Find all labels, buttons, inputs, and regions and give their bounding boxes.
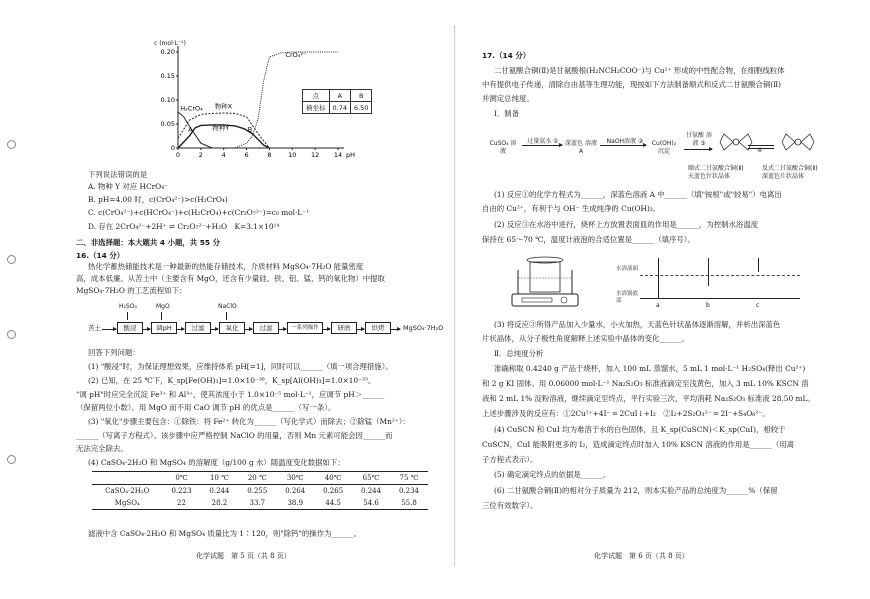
table-cell: 0.264: [285, 487, 306, 495]
table-header: 40℃: [314, 472, 352, 485]
table-header: 75 ℃: [390, 472, 428, 485]
table-cell: 55.8: [390, 497, 428, 510]
x-tick-label: 8: [267, 151, 272, 159]
option-c: C. c(CrO₄²⁻)+c(HCrO₄⁻)+c(H₂CrO₄)+c(Cr₂O₇²⁻)=c₀ mol·L⁻¹: [88, 208, 310, 217]
page-footer: 化学试题 第 5 页（共 8 页）: [196, 552, 291, 560]
flow-reagent: 过量氨水 ①: [527, 138, 559, 145]
water-surface-line: [640, 275, 800, 276]
x-tick-label: 0: [175, 151, 181, 159]
reagent-arrow: [161, 312, 162, 320]
sub-question: 三位有效数字）。: [482, 501, 538, 510]
sub-question: 滤液中含 CaSO₄·2H₂O 和 MgSO₄ 质量比为 1∶120，则"除钙"的操作为______。: [88, 529, 361, 538]
flow-arrow: [102, 329, 116, 330]
paragraph-line: 回答下列问题：: [88, 348, 140, 357]
sub-question: (1) 反应①的化学方程式为______，深蓝色溶液 A 中______（填"铵根"或"较易"）电离出: [494, 190, 782, 199]
series-annotation: 物种X: [214, 102, 233, 111]
point-table: [302, 89, 372, 114]
flow-start: CuSO₄ 溶液: [489, 140, 517, 155]
point-table-cell: 0.74: [329, 102, 350, 114]
chart-ylabel: c (mol·L⁻¹): [154, 40, 186, 47]
y-tick-label: 0.05: [160, 120, 175, 128]
table-cell: 0.255: [247, 487, 268, 495]
paragraph-line: 和 2 g KI 固体。用 0.06000 mol·L⁻¹ Na₂S₂O₃ 标准液滴定至浅黄色，加入 3 mL 10% KSCN 溶: [482, 379, 809, 388]
flow-reagent: NaOH溶液 ②: [606, 138, 644, 145]
series-annotation: H₂CrO₄: [180, 104, 203, 113]
flow-step: 一系列操作: [287, 322, 323, 334]
binding-hole: [7, 455, 16, 464]
reagent-label: H₂SO₄: [119, 303, 137, 310]
flow-step: 氧化: [219, 322, 245, 334]
diagram-label: 水浴液面: [616, 266, 639, 272]
flow-step: 过滤: [253, 322, 279, 334]
option-d: D. 存在 2CrO₄²⁻+2H⁺ ⇌ Cr₂O₇²⁻+H₂O K=3.1×10¹⁴: [88, 222, 280, 231]
table-cell: 0.234: [398, 487, 420, 495]
table-cell: 28.2: [200, 497, 238, 510]
sub-question: 保持在 65～70 ℃，温度计液泡的合适位置是______（填序号）。: [482, 235, 695, 244]
sub-question: (3) 将反应③所得产品加入少量水，小火加热，天蓝色针状晶体逐渐溶解，并析出深蓝色: [494, 320, 781, 329]
paragraph-line: 并测定总纯度。: [482, 94, 534, 103]
reagent-label: MgO: [156, 303, 170, 310]
table-header: 65℃: [352, 472, 390, 485]
binding-hole: [7, 140, 16, 149]
bath-bottom-line: [640, 298, 800, 299]
option-a: A. 物种 Y 对应 HCrO₄⁻: [88, 182, 169, 191]
x-tick-label: 10: [288, 151, 297, 159]
x-tick-label: 2: [198, 151, 203, 159]
table-header: 10 ℃: [200, 472, 238, 485]
table-cell: 54.6: [352, 497, 390, 510]
flow-step: 调pH: [151, 322, 177, 334]
table-header: 0℃: [163, 472, 201, 485]
sub-question: 片状晶体，从分子极性角度解释上述实验中晶体的变化______。: [482, 334, 689, 343]
sub-question: CuSCN，CuI 能吸附更多的 I₂，造成滴定终点时加入 10% KSCN 溶液的作用是______（用离: [482, 440, 795, 449]
section-label: Ⅰ．制备: [494, 109, 520, 118]
sub-question: "调 pH"时应完全沉淀 Fe³⁺ 和 Al³⁺，使其浓度小于 1.0×10⁻⁵ mol·L⁻¹，应调节 pH＞______: [76, 390, 385, 399]
flow-arrow: [278, 329, 286, 330]
sub-question: （保留两位小数）。用 MgO 而不用 CaO 调节 pH 的优点是______（写一条）。: [76, 403, 336, 412]
sub-question: (6) 二甘氨酸合铜(Ⅱ)的相对分子质量为 212，则本实验产品的总纯度为______%（保留: [494, 486, 778, 495]
flow-start: 苦土: [88, 324, 101, 332]
question-17-number: 17.（14 分）: [482, 51, 531, 60]
y-tick-label: 0.10: [160, 96, 175, 104]
flow-arrow: [684, 149, 712, 150]
table-cell: 0.265: [323, 487, 344, 495]
binding-hole: [7, 330, 16, 339]
x-tick-label: 12: [311, 151, 320, 159]
option-b: B. pH=4.00 时，c(CrO₄²⁻)>c(H₂CrO₄): [88, 195, 228, 204]
cis-product-label: 顺式二甘氨酸合铜(Ⅱ) 天蓝色针状晶体: [688, 165, 744, 180]
table-row-label: MgSO₄: [92, 497, 163, 510]
table-cell: 22: [163, 497, 201, 510]
sub-question: ______（写离子方程式）。该步骤中应严格控制 NaClO 的用量，否则 Mn 元素可能会因______而: [76, 431, 393, 440]
flow-step: 酸浸: [117, 322, 143, 334]
table-cell: 44.5: [314, 497, 352, 510]
table-cell: 0.223: [171, 487, 192, 495]
point-table-cell: 横坐标: [303, 102, 330, 114]
table-header: 30℃: [276, 472, 314, 485]
reagent-arrow: [127, 312, 128, 320]
flow-arrow: [522, 145, 562, 146]
thermometer-b: [708, 258, 709, 286]
x-tick-label: 4: [221, 151, 226, 159]
water-bath-apparatus-icon: [508, 252, 590, 308]
flow-reagent: 甘氨酸 溶液 ③: [686, 132, 712, 147]
series-annotation: 物种Y: [212, 124, 230, 133]
sub-question: 无法完全除去。: [76, 444, 128, 453]
table-cell: 33.7: [238, 497, 276, 510]
sub-question: (1) "酸浸"时，为保证理想效果，应维持体系 pH[=1]，同时可以______（填一项合理措施）。: [88, 362, 393, 371]
option-label: b: [706, 302, 710, 309]
series-annotation: CrO₄²⁻: [285, 50, 307, 59]
flow-arrow: [600, 145, 646, 146]
sub-question: (4) CuSCN 和 CuI 均为难溶于水的白色固体，且 K_sp(CuSCN)＜K_sp(CuI)，相较于: [494, 425, 786, 434]
sub-question: (4) CaSO₄·2H₂O 和 MgSO₄ 的溶解度（g/100 g 水）随温度变化数据如下：: [88, 458, 345, 467]
paragraph-line: 中有提供电子传递，清除自由基等生理功能，现按如下方法制备顺式和反式二甘氨酸合铜(Ⅱ): [482, 80, 782, 89]
y-tick-label: 0.15: [160, 72, 175, 80]
flow-end: MgSO₄·7H₂O: [403, 324, 444, 332]
table-cell: 0.244: [361, 487, 382, 495]
equilibrium-arrow: [748, 148, 774, 149]
flow-reagent: ④: [757, 147, 763, 154]
point-table-cell: A: [329, 90, 350, 102]
section-heading: 二、非选择题：本大题共 4 小题，共 55 分: [76, 238, 220, 247]
table-cell: 38.9: [276, 497, 314, 510]
series-annotation: A: [188, 125, 193, 134]
x-axis-label: pH: [346, 151, 356, 159]
flow-arrow: [210, 329, 218, 330]
option-label: a: [656, 302, 660, 309]
sub-question: 自由的 Cu²⁺，有利于与 OH⁻ 生成纯净的 Cu(OH)₂。: [482, 204, 661, 213]
question-stem: 下列说法错误的是: [88, 170, 148, 179]
point-table-cell: 点: [303, 90, 330, 102]
paragraph-line: 二甘氨酸合铜(Ⅱ)是甘氨酸根(H₂NCH₂COO⁻)与 Cu²⁺ 形成的中性配合物，在细胞线粒体: [494, 66, 785, 75]
flow-arrow: [142, 329, 150, 330]
sub-question: (3) "氧化"步骤主要包含：①除铁：将 Fe²⁺ 转化为______（写化学式）而除去；②除锰（Mn²⁺）：: [88, 417, 410, 426]
flow-arrow: [356, 329, 364, 330]
point-table-cell: 6.50: [350, 102, 371, 114]
sub-question: (2) 已知，在 25 ℃下，K_sp[Fe(OH)₃]=1.0×10⁻³⁸，K_sp[Al(OH)₃]=1.0×10⁻³³。: [88, 376, 376, 385]
flow-step: 过滤: [185, 322, 211, 334]
point-table-cell: B: [350, 90, 371, 102]
trans-complex-structure-icon: [776, 122, 820, 162]
paragraph-line: 高，成本低廉。从苦土中（主要含有 MgO，还含有少量硅、铁、铝、锰、钙的氧化物）中提取: [76, 274, 385, 283]
solubility-table: [92, 471, 428, 510]
equilibrium-arrow: [748, 145, 774, 146]
paragraph-line: MgSO₄·7H₂O 的工艺流程如下：: [76, 286, 187, 295]
section-label: Ⅱ．总纯度分析: [494, 349, 544, 358]
thermometer-c: [758, 258, 759, 272]
flow-intermediate: 深蓝色 溶液A: [565, 140, 597, 155]
y-tick-label: 0.20: [160, 48, 175, 56]
paragraph-line: 上述步骤涉及的反应有：①2Cu²⁺+4I⁻ ═ 2CuI↓+I₂ ②I₂+2S₂O₃²⁻ ═ 2I⁻+S₄O₆²⁻。: [482, 409, 770, 418]
paragraph-line: 热化学蓄热储能技术是一种最新的热能存储技术，介质材料 MgSO₄·7H₂O 能量密度: [88, 262, 364, 271]
paragraph-line: 准确称取 0.4240 g 产品于烧杯，加入 100 mL 蒸馏水，5 mL 1 mol·L⁻¹ H₂SO₄(释出 Cu²⁺): [494, 364, 806, 373]
paragraph-line: 液和 2 mL 1% 淀粉溶液，继续滴定至终点，平行实验三次，平均消耗 Na₂S₂O₃ 标准液 28.50 mL。: [482, 394, 815, 403]
x-tick-label: 14: [333, 151, 343, 159]
table-header: 20 ℃: [238, 472, 276, 485]
thermometer-a: [658, 258, 659, 298]
y-tick-label: 0: [170, 144, 175, 152]
flow-arrow: [322, 329, 330, 330]
page-divider: [454, 26, 455, 566]
series-annotation: B: [247, 125, 253, 134]
flow-step: 研磨: [331, 322, 357, 334]
flow-intermediate: Cu(OH)₂ 沉淀: [651, 140, 677, 155]
cis-complex-structure-icon: [714, 122, 758, 162]
diagram-label: 水浴锅底部: [616, 291, 639, 304]
option-label: c: [756, 302, 760, 309]
reagent-label: NaClO: [218, 303, 237, 310]
flow-arrow: [176, 329, 184, 330]
page-footer: 化学试题 第 6 页（共 8 页）: [594, 552, 689, 560]
trans-product-label: 反式二甘氨酸合铜(Ⅱ) 深蓝色片状晶体: [762, 165, 818, 180]
table-cell: [92, 472, 163, 485]
reagent-arrow: [226, 312, 227, 320]
sub-question: (2) 反应③在水浴中进行，烧杯上方放置表面皿的作用是______，为控制水浴温度: [494, 220, 759, 229]
table-row-label: CaSO₄·2H₂O: [105, 487, 150, 495]
flow-step: 烘烤: [365, 322, 391, 334]
question-16-number: 16.（14 分）: [76, 251, 125, 260]
sub-question: (5) 确定滴定终点的依据是______。: [494, 470, 611, 479]
x-tick-label: 6: [244, 151, 249, 159]
sub-question: 子方程式表示）。: [482, 455, 538, 464]
binding-hole: [7, 255, 16, 264]
table-cell: 0.244: [209, 487, 230, 495]
flow-arrow: [244, 329, 252, 330]
flow-arrow: [390, 329, 400, 330]
